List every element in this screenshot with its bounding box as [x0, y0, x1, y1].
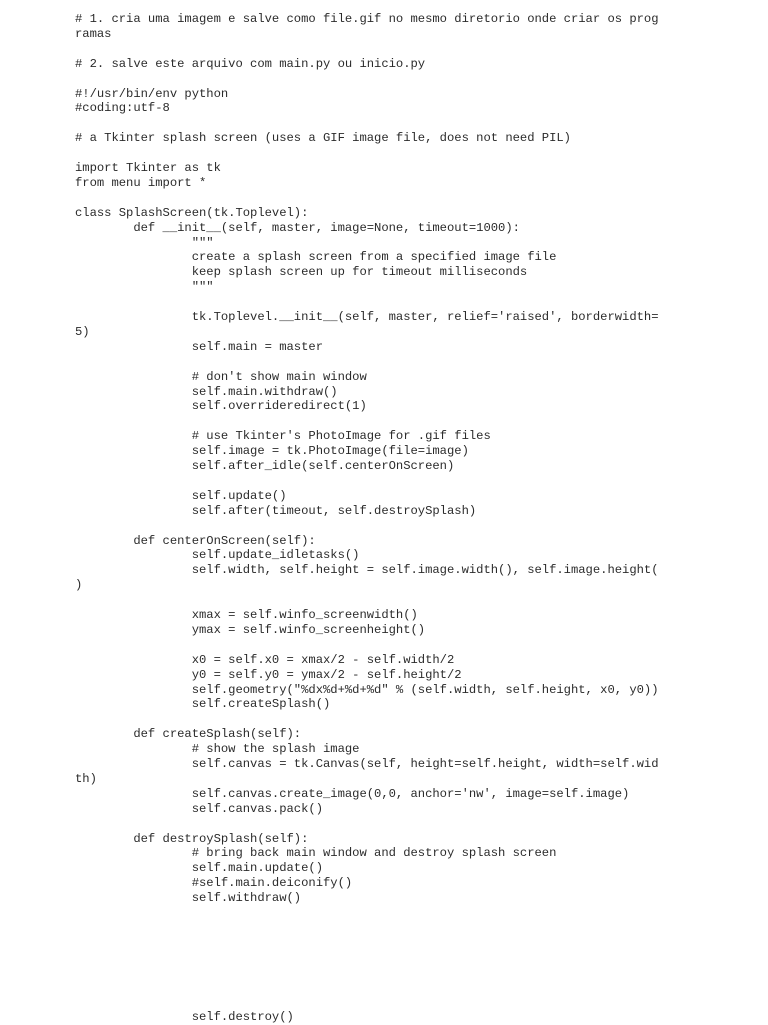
code-line: def destroySplash(self):: [75, 831, 309, 846]
code-line: # 2. salve este arquivo com main.py ou inicio.py: [75, 56, 426, 71]
code-line: self.update(): [75, 488, 287, 503]
code-line: th): [75, 771, 97, 786]
code-line: self.destroy(): [75, 1010, 294, 1025]
code-line: self.withdraw(): [75, 891, 302, 906]
code-line: keep splash screen up for timeout milliseconds: [75, 265, 528, 280]
code-line: x0 = self.x0 = xmax/2 - self.width/2: [75, 652, 455, 667]
code-line: ): [75, 578, 83, 593]
code-line: self.main.update(): [75, 861, 323, 876]
code-line: self.after(timeout, self.destroySplash): [75, 503, 477, 518]
code-line: from menu import *: [75, 175, 207, 190]
code-line: # 1. cria uma imagem e salve como file.gif no mesmo diretorio onde criar os prog: [75, 12, 659, 26]
code-line: tk.Toplevel.__init__(self, master, relief='raised', borderwidth=: [75, 310, 659, 324]
code-line: self.createSplash(): [75, 697, 331, 712]
code-line: #self.main.deiconify(): [75, 876, 353, 891]
code-line: self.canvas = tk.Canvas(self, height=self.height, width=self.wid: [75, 757, 659, 771]
code-line: """: [75, 280, 214, 295]
code-line: """: [75, 235, 214, 250]
code-line: self.main = master: [75, 339, 323, 354]
code-line: def centerOnScreen(self):: [75, 533, 316, 548]
code-line: xmax = self.winfo_screenwidth(): [75, 608, 418, 622]
code-line: self.canvas.pack(): [75, 801, 323, 816]
code-line: self.update_idletasks(): [75, 548, 360, 563]
code-line: self.canvas.create_image(0,0, anchor='nw', image=self.image): [75, 786, 630, 801]
code-line: self.overrideredirect(1): [75, 399, 367, 414]
code-line: # use Tkinter's PhotoImage for .gif files: [75, 429, 491, 444]
code-line: # show the splash image: [75, 742, 360, 757]
code-line: #!/usr/bin/env python: [75, 86, 229, 101]
code-line: 5): [75, 324, 90, 339]
code-line: ymax = self.winfo_screenheight(): [75, 622, 426, 637]
code-line: #coding:utf-8: [75, 101, 170, 116]
code-line: def __init__(self, master, image=None, timeout=1000):: [75, 220, 520, 235]
code-line: self.image = tk.PhotoImage(file=image): [75, 444, 469, 459]
code-line: class SplashScreen(tk.Toplevel):: [75, 205, 309, 220]
code-line: self.main.withdraw(): [75, 384, 338, 399]
code-line: self.after_idle(self.centerOnScreen): [75, 459, 455, 473]
code-line: # bring back main window and destroy splash screen: [75, 846, 557, 861]
code-line: def createSplash(self):: [75, 727, 302, 742]
code-line: y0 = self.y0 = ymax/2 - self.height/2: [75, 667, 462, 682]
code-line: self.width, self.height = self.image.width(), self.image.height(: [75, 563, 659, 578]
code-line: create a splash screen from a specified image file: [75, 250, 557, 265]
code-line: # don't show main window: [75, 369, 367, 384]
code-line: ramas: [75, 26, 112, 41]
code-line: # a Tkinter splash screen (uses a GIF image file, does not need PIL): [75, 131, 571, 146]
code-line: import Tkinter as tk: [75, 161, 221, 175]
code-line: self.geometry("%dx%d+%d+%d" % (self.width, self.height, x0, y0)): [75, 682, 659, 697]
